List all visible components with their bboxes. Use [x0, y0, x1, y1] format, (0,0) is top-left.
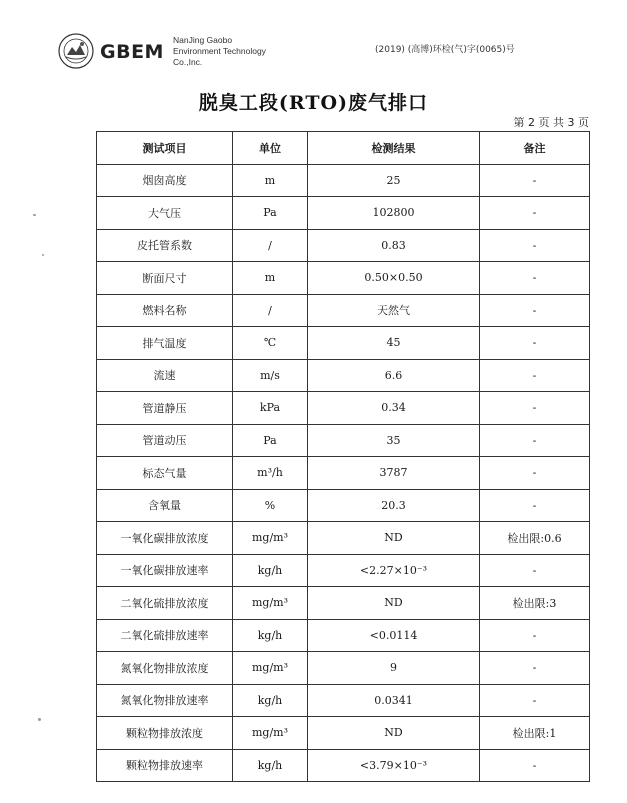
- company-name: [173, 35, 266, 68]
- scan-speck: [33, 214, 36, 216]
- cell-unit: kg/h: [233, 749, 308, 782]
- company-name-line: Environment Technology: [173, 46, 266, 56]
- cell-item: 管道动压: [97, 424, 233, 457]
- column-header-result: 检测结果: [308, 132, 480, 165]
- cell-item: 燃料名称: [97, 294, 233, 327]
- cell-item: 氮氧化物排放浓度: [97, 652, 233, 685]
- cell-result: 102800: [308, 197, 480, 230]
- cell-unit: Pa: [233, 197, 308, 230]
- table-row: [97, 717, 590, 750]
- table-row: [97, 457, 590, 490]
- cell-item: 大气压: [97, 197, 233, 230]
- table-row: [97, 424, 590, 457]
- cell-result: 6.6: [308, 359, 480, 392]
- cell-item: 标态气量: [97, 457, 233, 490]
- cell-note: 检出限:3: [480, 587, 590, 620]
- cell-result: 3787: [308, 457, 480, 490]
- cell-note: -: [480, 554, 590, 587]
- cell-unit: m: [233, 262, 308, 295]
- cell-note: -: [480, 489, 590, 522]
- table-row: [97, 197, 590, 230]
- cell-unit: m/s: [233, 359, 308, 392]
- table-row: [97, 392, 590, 425]
- cell-result: 0.0341: [308, 684, 480, 717]
- cell-item: 氮氧化物排放速率: [97, 684, 233, 717]
- cell-item: 颗粒物排放浓度: [97, 717, 233, 750]
- table-row: [97, 262, 590, 295]
- cell-result: 0.34: [308, 392, 480, 425]
- cell-unit: mg/m³: [233, 717, 308, 750]
- table-row: [97, 522, 590, 555]
- table-row: [97, 229, 590, 262]
- cell-note: -: [480, 424, 590, 457]
- cell-item: 皮托管系数: [97, 229, 233, 262]
- table-row: [97, 489, 590, 522]
- column-header-note: 备注: [480, 132, 590, 165]
- page-header: [0, 0, 627, 80]
- cell-result: ND: [308, 717, 480, 750]
- cell-note: -: [480, 359, 590, 392]
- document-title: 脱臭工段(RTO)废气排口: [198, 92, 429, 114]
- cell-result: 天然气: [308, 294, 480, 327]
- cell-unit: /: [233, 229, 308, 262]
- cell-item: 一氧化碳排放速率: [97, 554, 233, 587]
- cell-result: <3.79×10⁻³: [308, 749, 480, 782]
- cell-unit: mg/m³: [233, 587, 308, 620]
- cell-unit: mg/m³: [233, 522, 308, 555]
- cell-unit: m³/h: [233, 457, 308, 490]
- cell-note: -: [480, 652, 590, 685]
- table-header-row: [97, 132, 590, 165]
- cell-result: 0.83: [308, 229, 480, 262]
- table-row: [97, 327, 590, 360]
- cell-note: -: [480, 229, 590, 262]
- column-header-unit: 单位: [233, 132, 308, 165]
- cell-unit: %: [233, 489, 308, 522]
- cell-note: 检出限:0.6: [480, 522, 590, 555]
- cell-unit: kPa: [233, 392, 308, 425]
- cell-item: 颗粒物排放速率: [97, 749, 233, 782]
- table-row: [97, 294, 590, 327]
- company-name-line: NanJing Gaobo: [173, 35, 233, 45]
- cell-note: 检出限:1: [480, 717, 590, 750]
- cell-note: -: [480, 619, 590, 652]
- table-row: [97, 749, 590, 782]
- cell-note: -: [480, 327, 590, 360]
- table-row: [97, 554, 590, 587]
- cell-result: <2.27×10⁻³: [308, 554, 480, 587]
- page-indicator: 第 2 页 共 3 页: [513, 116, 589, 129]
- cell-item: 管道静压: [97, 392, 233, 425]
- cell-item: 二氧化硫排放浓度: [97, 587, 233, 620]
- company-emblem-icon: [58, 33, 94, 69]
- cell-unit: m: [233, 164, 308, 197]
- scan-speck: [42, 254, 44, 256]
- table-row: [97, 164, 590, 197]
- cell-item: 一氧化碳排放浓度: [97, 522, 233, 555]
- report-number: (2019) (高博)环检(气)字(0065)号: [375, 45, 515, 55]
- company-name-line: Co.,Inc.: [173, 57, 203, 67]
- cell-item: 烟囱高度: [97, 164, 233, 197]
- table-row: [97, 684, 590, 717]
- cell-unit: kg/h: [233, 684, 308, 717]
- cell-unit: /: [233, 294, 308, 327]
- cell-note: -: [480, 164, 590, 197]
- cell-note: -: [480, 294, 590, 327]
- cell-note: -: [480, 684, 590, 717]
- cell-result: <0.0114: [308, 619, 480, 652]
- cell-result: 9: [308, 652, 480, 685]
- column-header-item: 测试项目: [97, 132, 233, 165]
- table-row: [97, 359, 590, 392]
- cell-unit: kg/h: [233, 554, 308, 587]
- cell-unit: Pa: [233, 424, 308, 457]
- cell-result: ND: [308, 522, 480, 555]
- table-row: [97, 652, 590, 685]
- cell-item: 含氧量: [97, 489, 233, 522]
- cell-item: 二氧化硫排放速率: [97, 619, 233, 652]
- cell-item: 断面尺寸: [97, 262, 233, 295]
- table-row: [97, 587, 590, 620]
- cell-result: ND: [308, 587, 480, 620]
- company-logo-text: GBEM: [100, 41, 164, 63]
- scan-speck: [38, 718, 41, 721]
- cell-item: 流速: [97, 359, 233, 392]
- cell-note: -: [480, 262, 590, 295]
- cell-result: 20.3: [308, 489, 480, 522]
- cell-result: 25: [308, 164, 480, 197]
- cell-note: -: [480, 392, 590, 425]
- results-table: [96, 131, 590, 782]
- cell-note: -: [480, 749, 590, 782]
- cell-unit: kg/h: [233, 619, 308, 652]
- cell-note: -: [480, 197, 590, 230]
- cell-unit: mg/m³: [233, 652, 308, 685]
- cell-item: 排气温度: [97, 327, 233, 360]
- table-row: [97, 619, 590, 652]
- cell-result: 45: [308, 327, 480, 360]
- cell-result: 35: [308, 424, 480, 457]
- cell-note: -: [480, 457, 590, 490]
- cell-result: 0.50×0.50: [308, 262, 480, 295]
- cell-unit: ℃: [233, 327, 308, 360]
